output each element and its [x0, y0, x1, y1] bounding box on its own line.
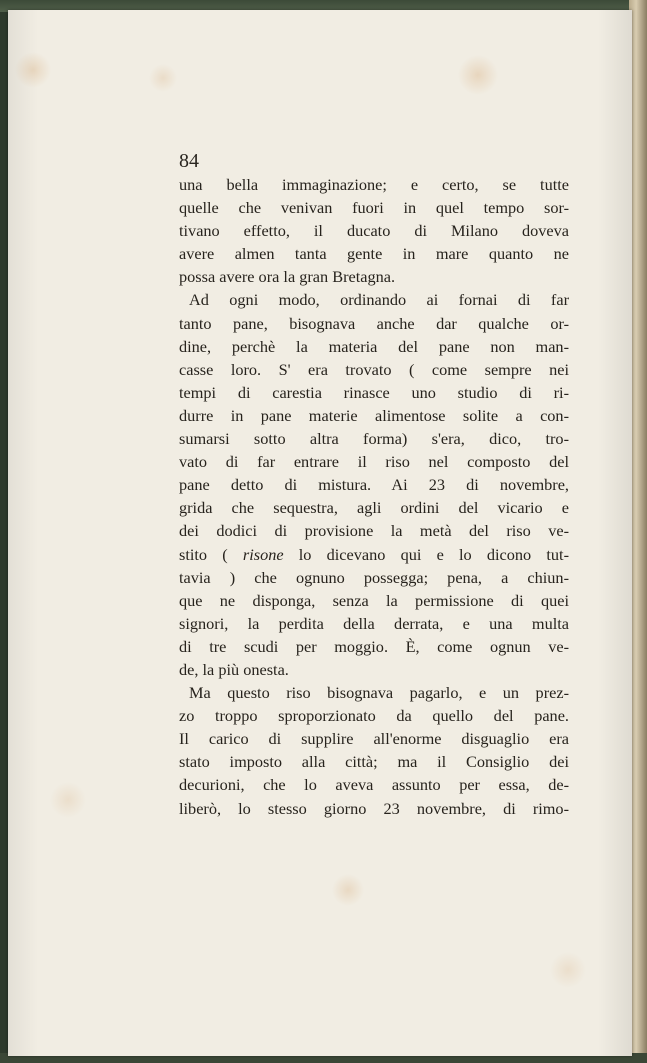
text-line: avere almen tanta gente in mare quanto ne: [179, 244, 569, 264]
text-line: zo troppo sproporzionato da quello del pane.: [179, 706, 569, 726]
page-number: 84: [179, 150, 199, 172]
line-prefix: stito (: [179, 544, 228, 564]
line-suffix: lo dicevano qui e lo dicono tut-: [298, 544, 569, 564]
paragraph-start-line: Ad ogni modo, ordinando ai fornai di far: [189, 290, 569, 310]
text-line: Il carico di supplire all'enorme disguaglio era: [179, 729, 569, 749]
text-line: liberò, lo stesso giorno 23 novembre, di rimo-: [179, 798, 569, 818]
page-text: [179, 173, 569, 820]
text-line: stato imposto alla città; ma il Consiglio dei: [179, 752, 569, 772]
text-line: de, la più onesta.: [179, 659, 289, 679]
text-line: tivano effetto, il ducato di Milano doveva: [179, 221, 569, 241]
text-line-with-italic: [179, 543, 569, 566]
text-line: tanto pane, bisognava anche dar qualche or-: [179, 313, 569, 333]
text-line: signori, la perdita della derrata, e una multa: [179, 613, 569, 633]
text-line: vato di far entrare il riso nel composto del: [179, 452, 569, 472]
paragraph-start-line: Ma questo riso bisognava pagarlo, e un prez-: [189, 683, 569, 703]
italic-word: risone: [242, 544, 284, 564]
text-line: tavia ) che ognuno possegga; pena, a chiun-: [179, 567, 569, 587]
text-line: possa avere ora la gran Bretagna.: [179, 267, 396, 287]
text-line: casse loro. S' era trovato ( come sempre nei: [179, 359, 569, 379]
text-line: durre in pane materie alimentose solite a con-: [179, 405, 569, 425]
text-line: decurioni, che lo aveva assunto per essa, de-: [179, 775, 569, 795]
text-line: dei dodici di provisione la metà del riso ve-: [179, 521, 569, 541]
text-line: una bella immaginazione; e certo, se tutte: [179, 175, 569, 194]
text-line: dine, perchè la materia del pane non man-: [179, 336, 569, 356]
text-line: que ne disponga, senza la permissione di quei: [179, 590, 569, 610]
text-line: quelle che venivan fuori in quel tempo sor-: [179, 198, 569, 218]
text-line: tempi di carestia rinasce uno studio di ri-: [179, 382, 569, 402]
text-line: sumarsi sotto altra forma) s'era, dico, tro-: [179, 429, 569, 449]
text-line: di tre scudi per moggio. È, come ognun ve-: [179, 636, 569, 656]
text-line: pane detto di mistura. Ai 23 di novembre,: [179, 475, 569, 495]
text-line: grida che sequestra, agli ordini del vicario e: [179, 498, 569, 518]
